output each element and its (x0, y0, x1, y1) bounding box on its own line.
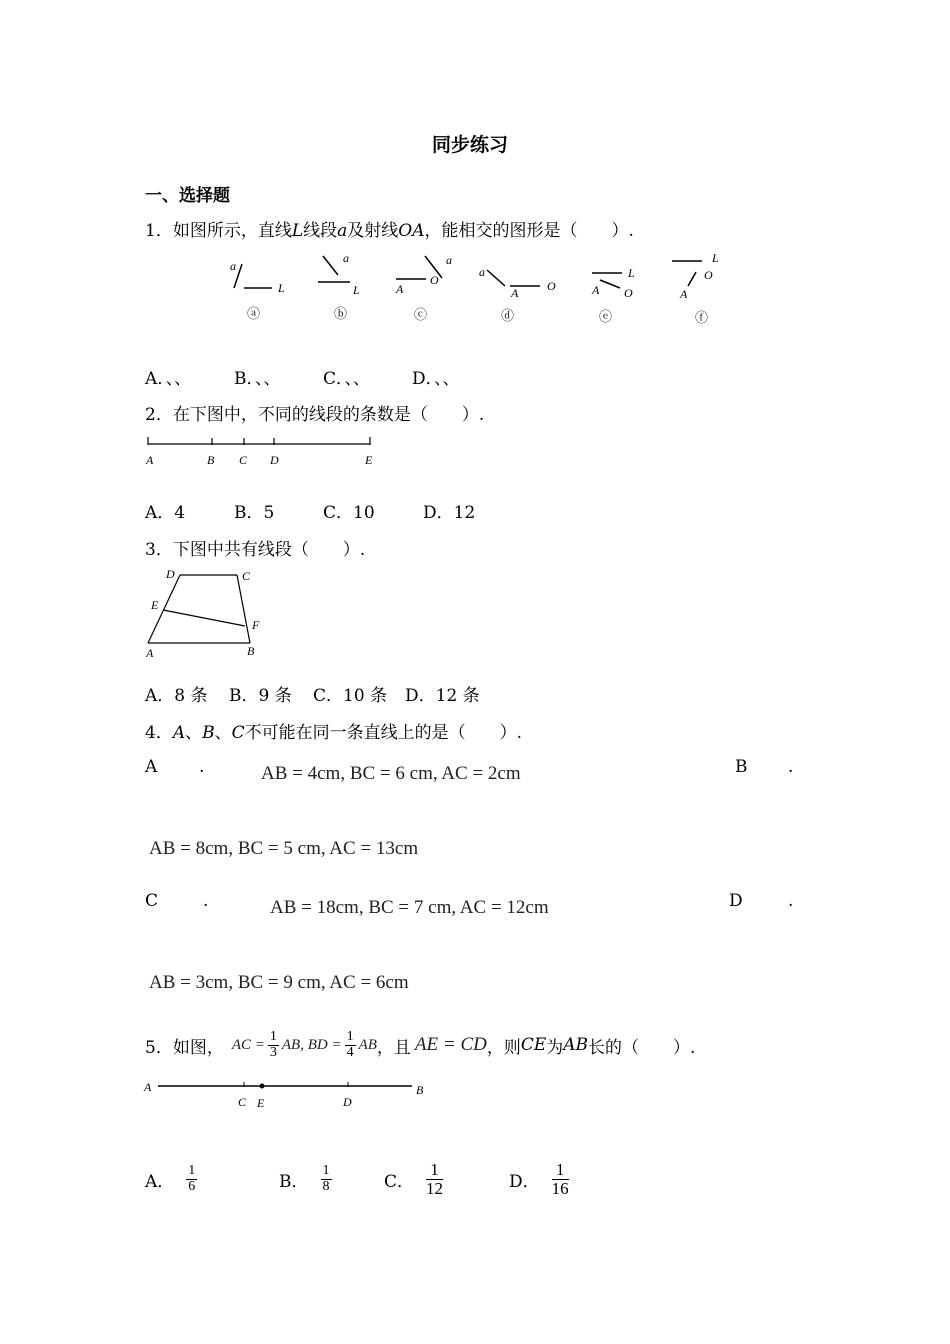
q2-option-b: B．5 (234, 503, 275, 523)
figure-b (318, 251, 360, 297)
q1-option-b: B．、、 (234, 369, 281, 389)
q5-option-b: B． $\frac{1}{8}$ (279, 1162, 330, 1194)
q2-point-a: A (146, 453, 154, 467)
svg-text:O: O (430, 273, 439, 287)
question-2-text: 2．在下图中，不同的线段的条数是（ ）. (145, 405, 485, 425)
q3-option-b: B．9 条 (229, 686, 292, 706)
figure-c (395, 253, 452, 296)
q5-point-c: C (238, 1095, 247, 1109)
svg-text:O: O (547, 279, 556, 293)
svg-text:O: O (704, 268, 713, 282)
section-heading: 一、选择题 (145, 186, 230, 206)
q5-option-d: D． $\frac{1}{16}$ (509, 1159, 569, 1198)
q3-point-e: E (151, 598, 159, 612)
figure-label-b: ⓑ (334, 306, 348, 321)
q3-point-f: F (252, 618, 260, 632)
figure-a (230, 259, 285, 295)
question-4-text: 4．A、B、C不可能在同一条直线上的是（ ）. (145, 723, 523, 743)
svg-text:A: A (592, 283, 600, 297)
q3-option-a: A．8 条 (145, 686, 208, 706)
figure-e (591, 266, 635, 300)
q2-option-c: C．10 (323, 503, 375, 523)
q2-point-b: B (207, 453, 215, 467)
q2-option-a: A．4 (145, 503, 186, 523)
question-2-figure (140, 430, 380, 470)
svg-text:A: A (511, 286, 519, 300)
figure-label-a: ⓐ (247, 306, 261, 321)
q5-option-a: A． $\frac{1}{6}$ (145, 1162, 196, 1194)
question-5-figure (140, 1076, 440, 1116)
svg-text:A: A (680, 287, 688, 301)
figure-d (479, 265, 556, 300)
q5-point-b: B (416, 1083, 424, 1097)
figure-label-e: ⓔ (599, 309, 613, 324)
q4-label-d: D (729, 891, 743, 911)
q5-point-a: A (144, 1080, 152, 1094)
figure-label-c: ⓒ (414, 307, 428, 322)
svg-text:L: L (278, 281, 285, 295)
svg-text:a: a (230, 259, 236, 273)
svg-text:L: L (353, 283, 360, 297)
figure-label-f: ⓕ (695, 310, 709, 325)
page-title: 同步练习 (432, 134, 509, 156)
q4-label-a: A (145, 757, 158, 777)
figure-label-d: ⓓ (501, 308, 515, 323)
q4-formula-a: AB = 4cm, BC = 6 cm, AC = 2cm (261, 763, 521, 784)
q5-option-c: C． $\frac{1}{12}$ (384, 1159, 444, 1198)
question-3-text: 3．下图中共有线段（ ）. (145, 540, 366, 560)
q2-point-c: C (239, 453, 248, 467)
q2-option-d: D．12 (423, 503, 476, 523)
q4-dot-d: . (788, 891, 794, 911)
question-5-text: 5． 如图， AC = $\frac{1}{3}$ AB, BD = $\frac{1}{4}$ AB ，且 AE = CD ，则 CE 为 AB 长的（ ）. (145, 1028, 696, 1060)
svg-text:L: L (712, 251, 719, 265)
question-3-figure (140, 564, 280, 664)
q1-option-c: C．、、 (323, 369, 371, 389)
q4-formula-c: AB = 18cm, BC = 7 cm, AC = 12cm (270, 897, 549, 918)
q5-point-e: E (257, 1096, 265, 1110)
q1-option-d: D．、、 (412, 369, 460, 389)
svg-text:a: a (479, 265, 485, 279)
q4-dot-c: . (203, 891, 209, 911)
q1-option-a: A．、、 (145, 369, 192, 389)
q4-formula-d: AB = 3cm, BC = 9 cm, AC = 6cm (149, 972, 409, 993)
q3-option-c: C．10 条 (313, 686, 388, 706)
q4-dot-b: . (788, 757, 794, 777)
svg-text:L: L (628, 266, 635, 280)
question-1-figure (220, 250, 730, 330)
q2-point-e: E (365, 453, 373, 467)
q4-dot-a: . (199, 757, 205, 777)
q3-point-d: D (166, 567, 175, 581)
q4-label-c: C (145, 891, 159, 911)
q3-point-a: A (146, 646, 154, 660)
q4-formula-b: AB = 8cm, BC = 5 cm, AC = 13cm (149, 838, 419, 859)
svg-text:a: a (446, 253, 452, 267)
svg-text:A: A (396, 282, 404, 296)
svg-text:a: a (343, 251, 349, 265)
question-1-text: 1．如图所示，直线L线段a及射线OA，能相交的图形是（ ）. (145, 221, 634, 241)
svg-text:O: O (624, 286, 633, 300)
figure-f (672, 251, 719, 301)
q3-point-c: C (242, 569, 251, 583)
q5-point-d: D (343, 1095, 352, 1109)
q2-point-d: D (270, 453, 279, 467)
q3-option-d: D．12 条 (405, 686, 480, 706)
q3-point-b: B (247, 644, 255, 658)
q4-label-b: B (735, 757, 748, 777)
